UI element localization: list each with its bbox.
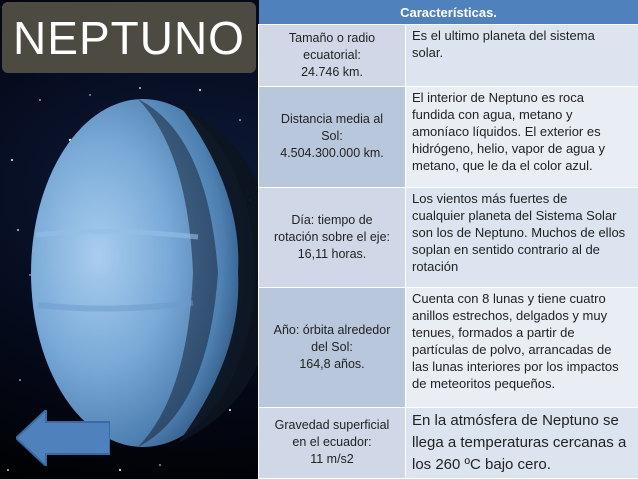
property-label-line: rotación sobre el eje: (273, 229, 391, 244)
table-row (259, 288, 638, 408)
description-cell (406, 288, 638, 408)
description-cell (406, 87, 638, 187)
table-header: Características. (259, 0, 638, 25)
left-arrow-icon[interactable] (16, 410, 110, 466)
description-line: fundida con agua, metano y (412, 107, 573, 123)
property-label-line: Distancia media al (280, 112, 384, 127)
description-line: amoníaco líquidos. El exterior es (412, 124, 601, 140)
description-line: hidrógeno, helio, vapor de agua y (412, 141, 605, 157)
title-box (2, 2, 256, 73)
description-line: anillos estrechos, delgados y muy (412, 308, 608, 324)
table-row (259, 87, 638, 187)
description-line: soplan en sentido contrario al de (412, 241, 600, 257)
description-line: Es el ultimo planeta del sistema (412, 28, 595, 43)
property-label-line: 16,11 horas. (297, 246, 367, 261)
property-label-cell (259, 25, 406, 87)
property-label-line: Año: órbita alrededor (273, 322, 391, 337)
description-line: de meteoritos pequeños. (412, 376, 556, 392)
property-label-line: Gravedad superficial (274, 418, 390, 433)
property-label-line: en el ecuador: (292, 435, 372, 450)
property-label-cell (259, 288, 406, 408)
table-row (259, 407, 638, 478)
description-cell (406, 187, 638, 287)
property-label-line: del Sol: (311, 339, 353, 354)
description-line: cualquier planeta del Sistema Solar (412, 207, 617, 223)
property-label-line: Día: tiempo de (291, 212, 373, 227)
property-label-line: 11 m/s2 (310, 452, 354, 467)
description-cell (406, 407, 638, 478)
description-line: partículas de polvo, arrancadas de (412, 342, 612, 358)
property-label-line: 24.746 km. (301, 65, 363, 80)
description-line: En la atmósfera de Neptuno se (412, 411, 619, 429)
property-label-cell (259, 407, 406, 478)
description-line: las lunas interiores por los impactos (412, 359, 619, 375)
neptune-planet-image (28, 95, 278, 451)
property-label-cell (259, 187, 406, 287)
table-row (259, 187, 638, 287)
property-label-cell (259, 87, 406, 187)
description-cell (406, 25, 638, 87)
table-row (259, 25, 638, 87)
property-label-line: ecuatorial: (303, 48, 361, 63)
property-label-line: Sol: (321, 129, 343, 144)
description-line: El interior de Neptuno es roca (412, 90, 584, 106)
property-label-line: Tamaño o radio (288, 31, 376, 46)
description-line: los 260 ºC bajo cero. (412, 455, 551, 473)
description-line: solar. (412, 45, 444, 60)
description-line: llega a temperaturas cercanas a (412, 433, 627, 451)
page-title: NEPTUNO (13, 11, 245, 64)
description-line: rotación (412, 258, 459, 274)
description-line: metano, que le da el color azul. (412, 158, 593, 174)
description-line: son los de Neptuno. Muchos de ellos (412, 224, 626, 240)
property-label-line: 164,8 años. (299, 356, 365, 371)
description-line: Cuenta con 8 lunas y tiene cuatro (412, 291, 606, 307)
description-line: Los vientos más fuertes de (412, 190, 568, 206)
characteristics-table (258, 0, 638, 479)
property-label-line: 4.504.300.000 km. (280, 146, 384, 161)
description-line: tenues, formados a partir de (412, 325, 575, 341)
